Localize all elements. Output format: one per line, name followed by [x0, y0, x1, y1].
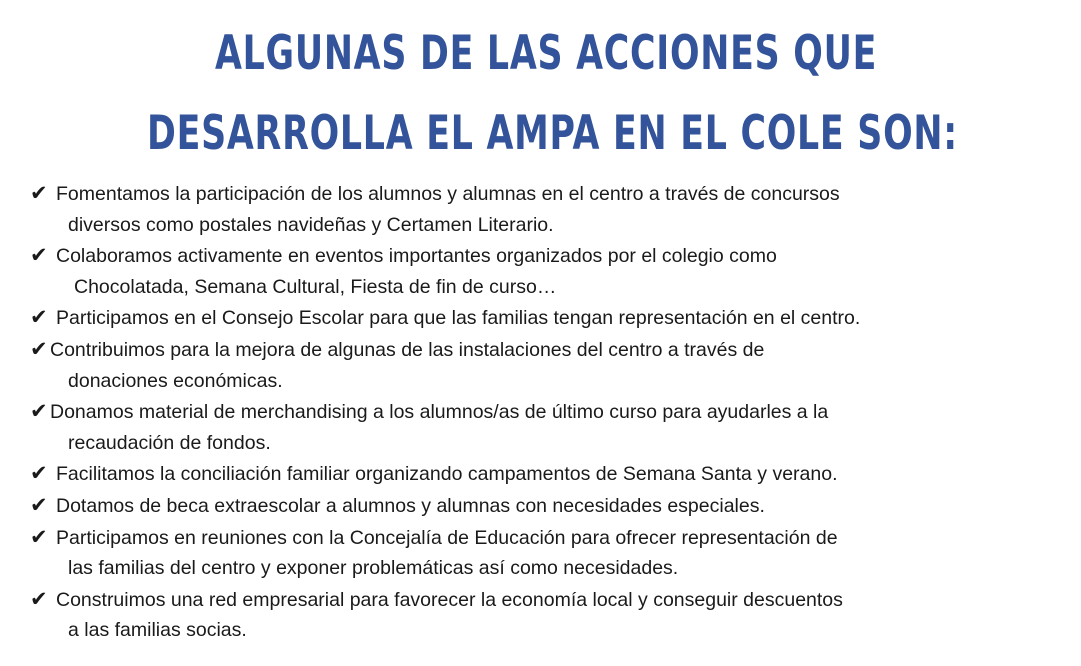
actions-list — [30, 178, 1075, 646]
list-item-text-continued: donaciones económicas. — [68, 369, 283, 392]
list-item-text: Participamos en reuniones con la Concejalía de Educación para ofrecer representación de — [56, 526, 838, 549]
list-item-text-continued: recaudación de fondos. — [68, 431, 271, 454]
list-item-text: Construimos una red empresarial para favorecer la economía local y conseguir descuentos — [56, 588, 843, 611]
list-item — [30, 396, 1075, 458]
list-item-text: Dotamos de beca extraescolar a alumnos y alumnas con necesidades especiales. — [56, 494, 765, 517]
checkmark-icon: ✔ — [30, 399, 48, 424]
list-item-text: Colaboramos activamente en eventos importantes organizados por el colegio como — [56, 245, 777, 268]
list-item-text: Fomentamos la participación de los alumnos y alumnas en el centro a través de concursos — [56, 183, 840, 205]
list-item-text-continued: a las familias socias. — [68, 619, 247, 642]
list-item — [30, 302, 1075, 334]
checkmark-icon: ✔ — [30, 243, 48, 268]
list-item — [30, 522, 1075, 584]
page-title-line-2: DESARROLLA EL AMPA EN EL COLE SON: — [147, 106, 958, 161]
list-item-text: Donamos material de merchandising a los alumnos/as de último curso para ayudarles a la — [50, 401, 829, 424]
checkmark-icon: ✔ — [30, 181, 48, 205]
checkmark-icon: ✔ — [30, 305, 48, 330]
list-item-text: Facilitamos la conciliación familiar organizando campamentos de Semana Santa y verano. — [56, 463, 838, 486]
checkmark-icon: ✔ — [30, 492, 48, 517]
list-item — [30, 490, 1075, 522]
list-item — [30, 178, 1075, 240]
list-item — [30, 240, 1075, 302]
checkmark-icon: ✔ — [30, 524, 48, 549]
list-item — [30, 334, 1075, 396]
list-item-text-continued: Chocolatada, Semana Cultural, Fiesta de fin de curso… — [74, 275, 557, 298]
list-item-text: Contribuimos para la mejora de algunas de las instalaciones del centro a través de — [50, 338, 765, 361]
list-item-text-continued: diversos como postales navideñas y Certamen Literario. — [68, 213, 554, 236]
list-item-text: Participamos en el Consejo Escolar para que las familias tengan representación en el centro. — [56, 307, 861, 330]
checkmark-icon: ✔ — [30, 586, 48, 611]
list-item — [30, 584, 1075, 646]
checkmark-icon: ✔ — [30, 336, 48, 361]
page-title-line-1: ALGUNAS DE LAS ACCIONES QUE — [215, 26, 878, 81]
checkmark-icon: ✔ — [30, 461, 48, 486]
list-item — [30, 458, 1075, 490]
list-item-text-continued: las familias del centro y exponer problemáticas así como necesidades. — [68, 557, 679, 580]
